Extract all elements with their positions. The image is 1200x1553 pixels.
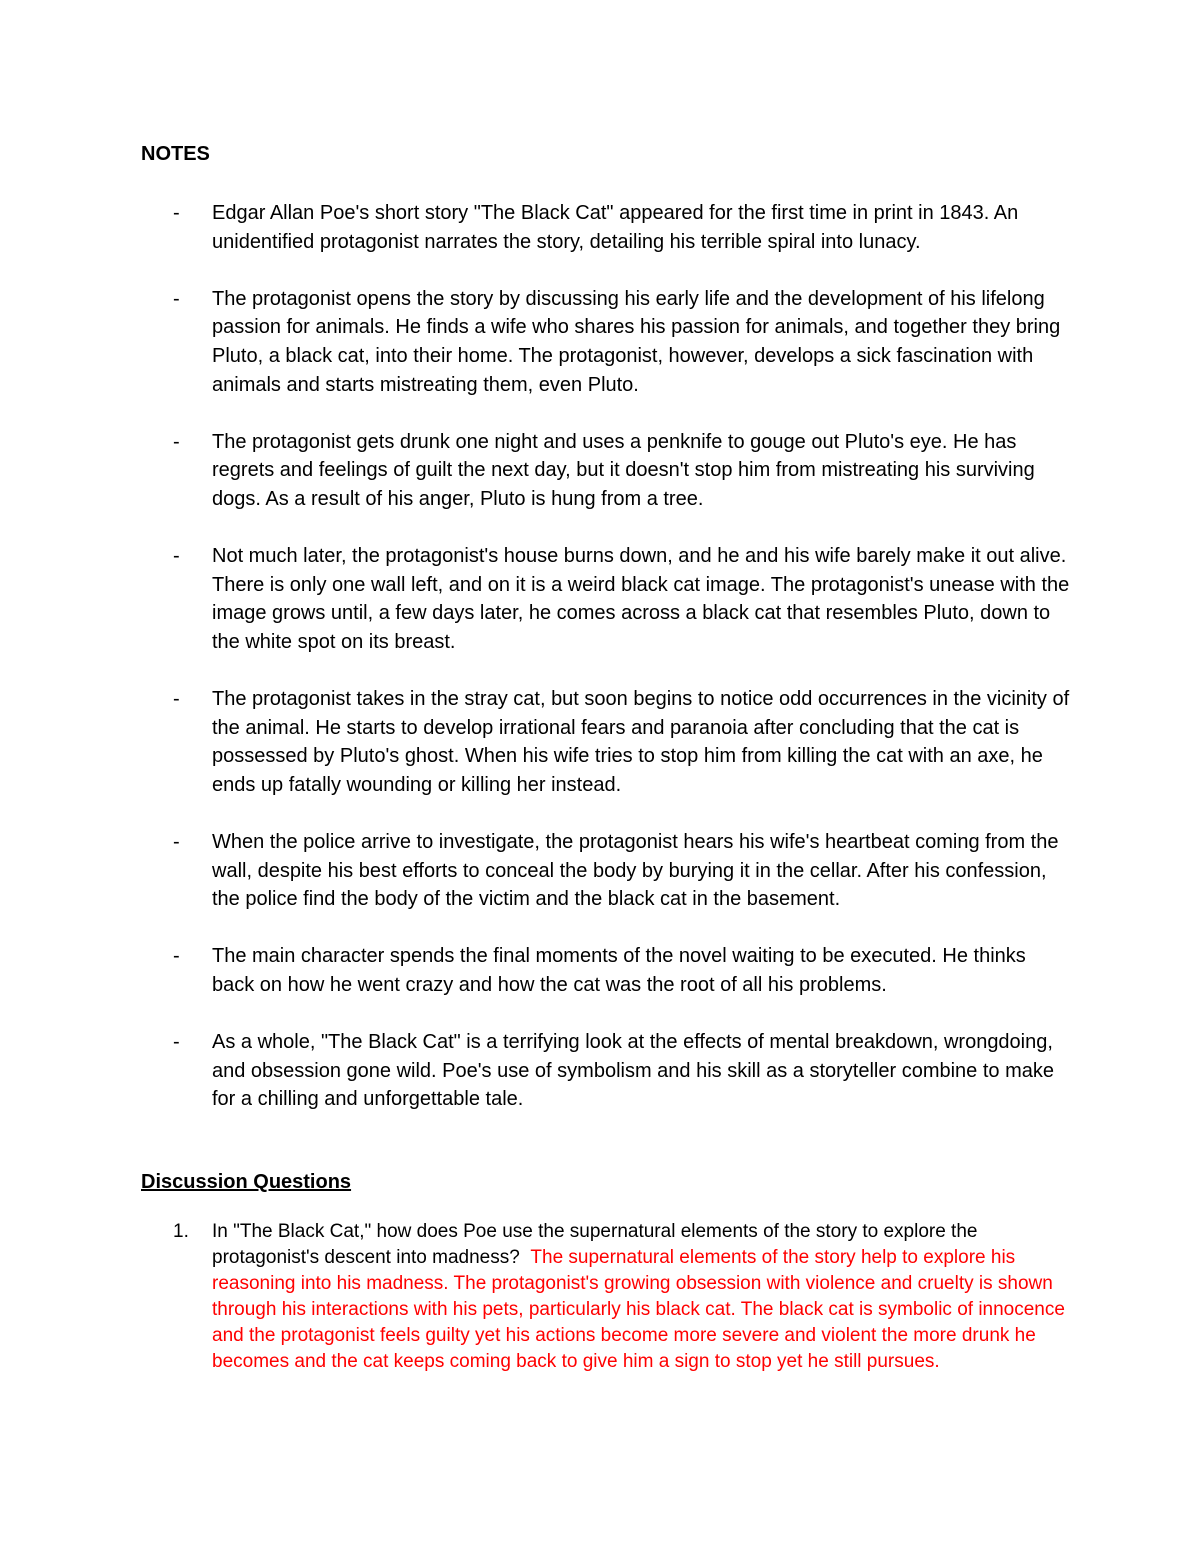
note-text: As a whole, "The Black Cat" is a terrifying look at the effects of mental breakdown, wrongdoing, and obsession gone wild. Poe's use of symbolism and his skill as a storyteller combine to make for a chilling and unforgettable tale.	[212, 1031, 1055, 1111]
note-text: When the police arrive to investigate, the protagonist hears his wife's heartbeat coming from the wall, despite his best efforts to conceal the body by burying it in the cellar. After his confession, the police find the body of the victim and the black cat in the basement.	[212, 831, 1059, 911]
discussion-heading: Discussion Questions	[141, 1171, 352, 1193]
bullet-dash: -	[173, 430, 180, 453]
bullet-dash: -	[173, 945, 180, 968]
answer-text: The supernatural elements of the story help to explore his reasoning into his madness. The protagonist's growing obsession with violence and cruelty is shown through his interactions with his pets, particularly his black cat. The black cat is symbolic of innocence and the protagonist feels guilty yet his actions become more severe and violent the more drunk he becomes and the cat keeps coming back to give him a sign to stop yet he still pursues.	[212, 1247, 1065, 1372]
note-text: The main character spends the final moments of the novel waiting to be executed. He thinks back on how he went crazy and how the cat was the root of all his problems.	[212, 945, 1026, 997]
note-text: The protagonist gets drunk one night and uses a penknife to gouge out Pluto's eye. He has regrets and feelings of guilt the next day, but it doesn't stop him from mistreating his surviving dogs. As a result of his anger, Pluto is hung from a tree.	[212, 430, 1035, 510]
note-item-6	[141, 828, 1071, 914]
notes-list	[141, 199, 1071, 1143]
question-number: 1.	[173, 1221, 189, 1242]
question-text: In "The Black Cat," how does Poe use the supernatural elements of the story to explore the protagonist's descent into madness?	[212, 1221, 978, 1268]
notes-heading: NOTES	[141, 143, 210, 165]
bullet-dash: -	[173, 287, 180, 310]
bullet-dash: -	[173, 1031, 180, 1054]
note-item-4	[141, 542, 1071, 656]
bullet-dash: -	[173, 545, 180, 568]
note-item-8	[141, 1028, 1071, 1114]
note-text: Edgar Allan Poe's short story "The Black Cat" appeared for the first time in print in 1843. An unidentified protagonist narrates the story, detailing his terrible spiral into lunacy.	[212, 202, 1019, 253]
note-text: The protagonist opens the story by discussing his early life and the development of his lifelong passion for animals. He finds a wife who shares his passion for animals, and together they bring Pluto, a black cat, into their home. The protagonist, however, develops a sick fascination with animals and starts mistreating them, even Pluto.	[212, 287, 1061, 396]
note-item-3	[141, 428, 1071, 514]
note-item-1	[141, 199, 1071, 256]
bullet-dash: -	[173, 831, 180, 854]
note-text: Not much later, the protagonist's house burns down, and he and his wife barely make it out alive. There is only one wall left, and on it is a weird black cat image. The protagonist's unease with the image grows until, a few days later, he comes across a black cat that resembles Pluto, down to the white spot on its breast.	[212, 545, 1070, 653]
bullet-dash: -	[173, 202, 180, 224]
note-item-7	[141, 942, 1071, 999]
bullet-dash: -	[173, 688, 180, 711]
note-text: The protagonist takes in the stray cat, but soon begins to notice odd occurrences in the vicinity of the animal. He starts to develop irrational fears and paranoia after concluding that the cat is possessed by Pluto's ghost. When his wife tries to stop him from killing the cat with an axe, he ends up fatally wounding or killing her instead.	[212, 688, 1070, 796]
note-item-5	[141, 685, 1071, 799]
note-item-2	[141, 285, 1071, 399]
question-item-1	[141, 1219, 1071, 1375]
question-list	[141, 1219, 1071, 1375]
